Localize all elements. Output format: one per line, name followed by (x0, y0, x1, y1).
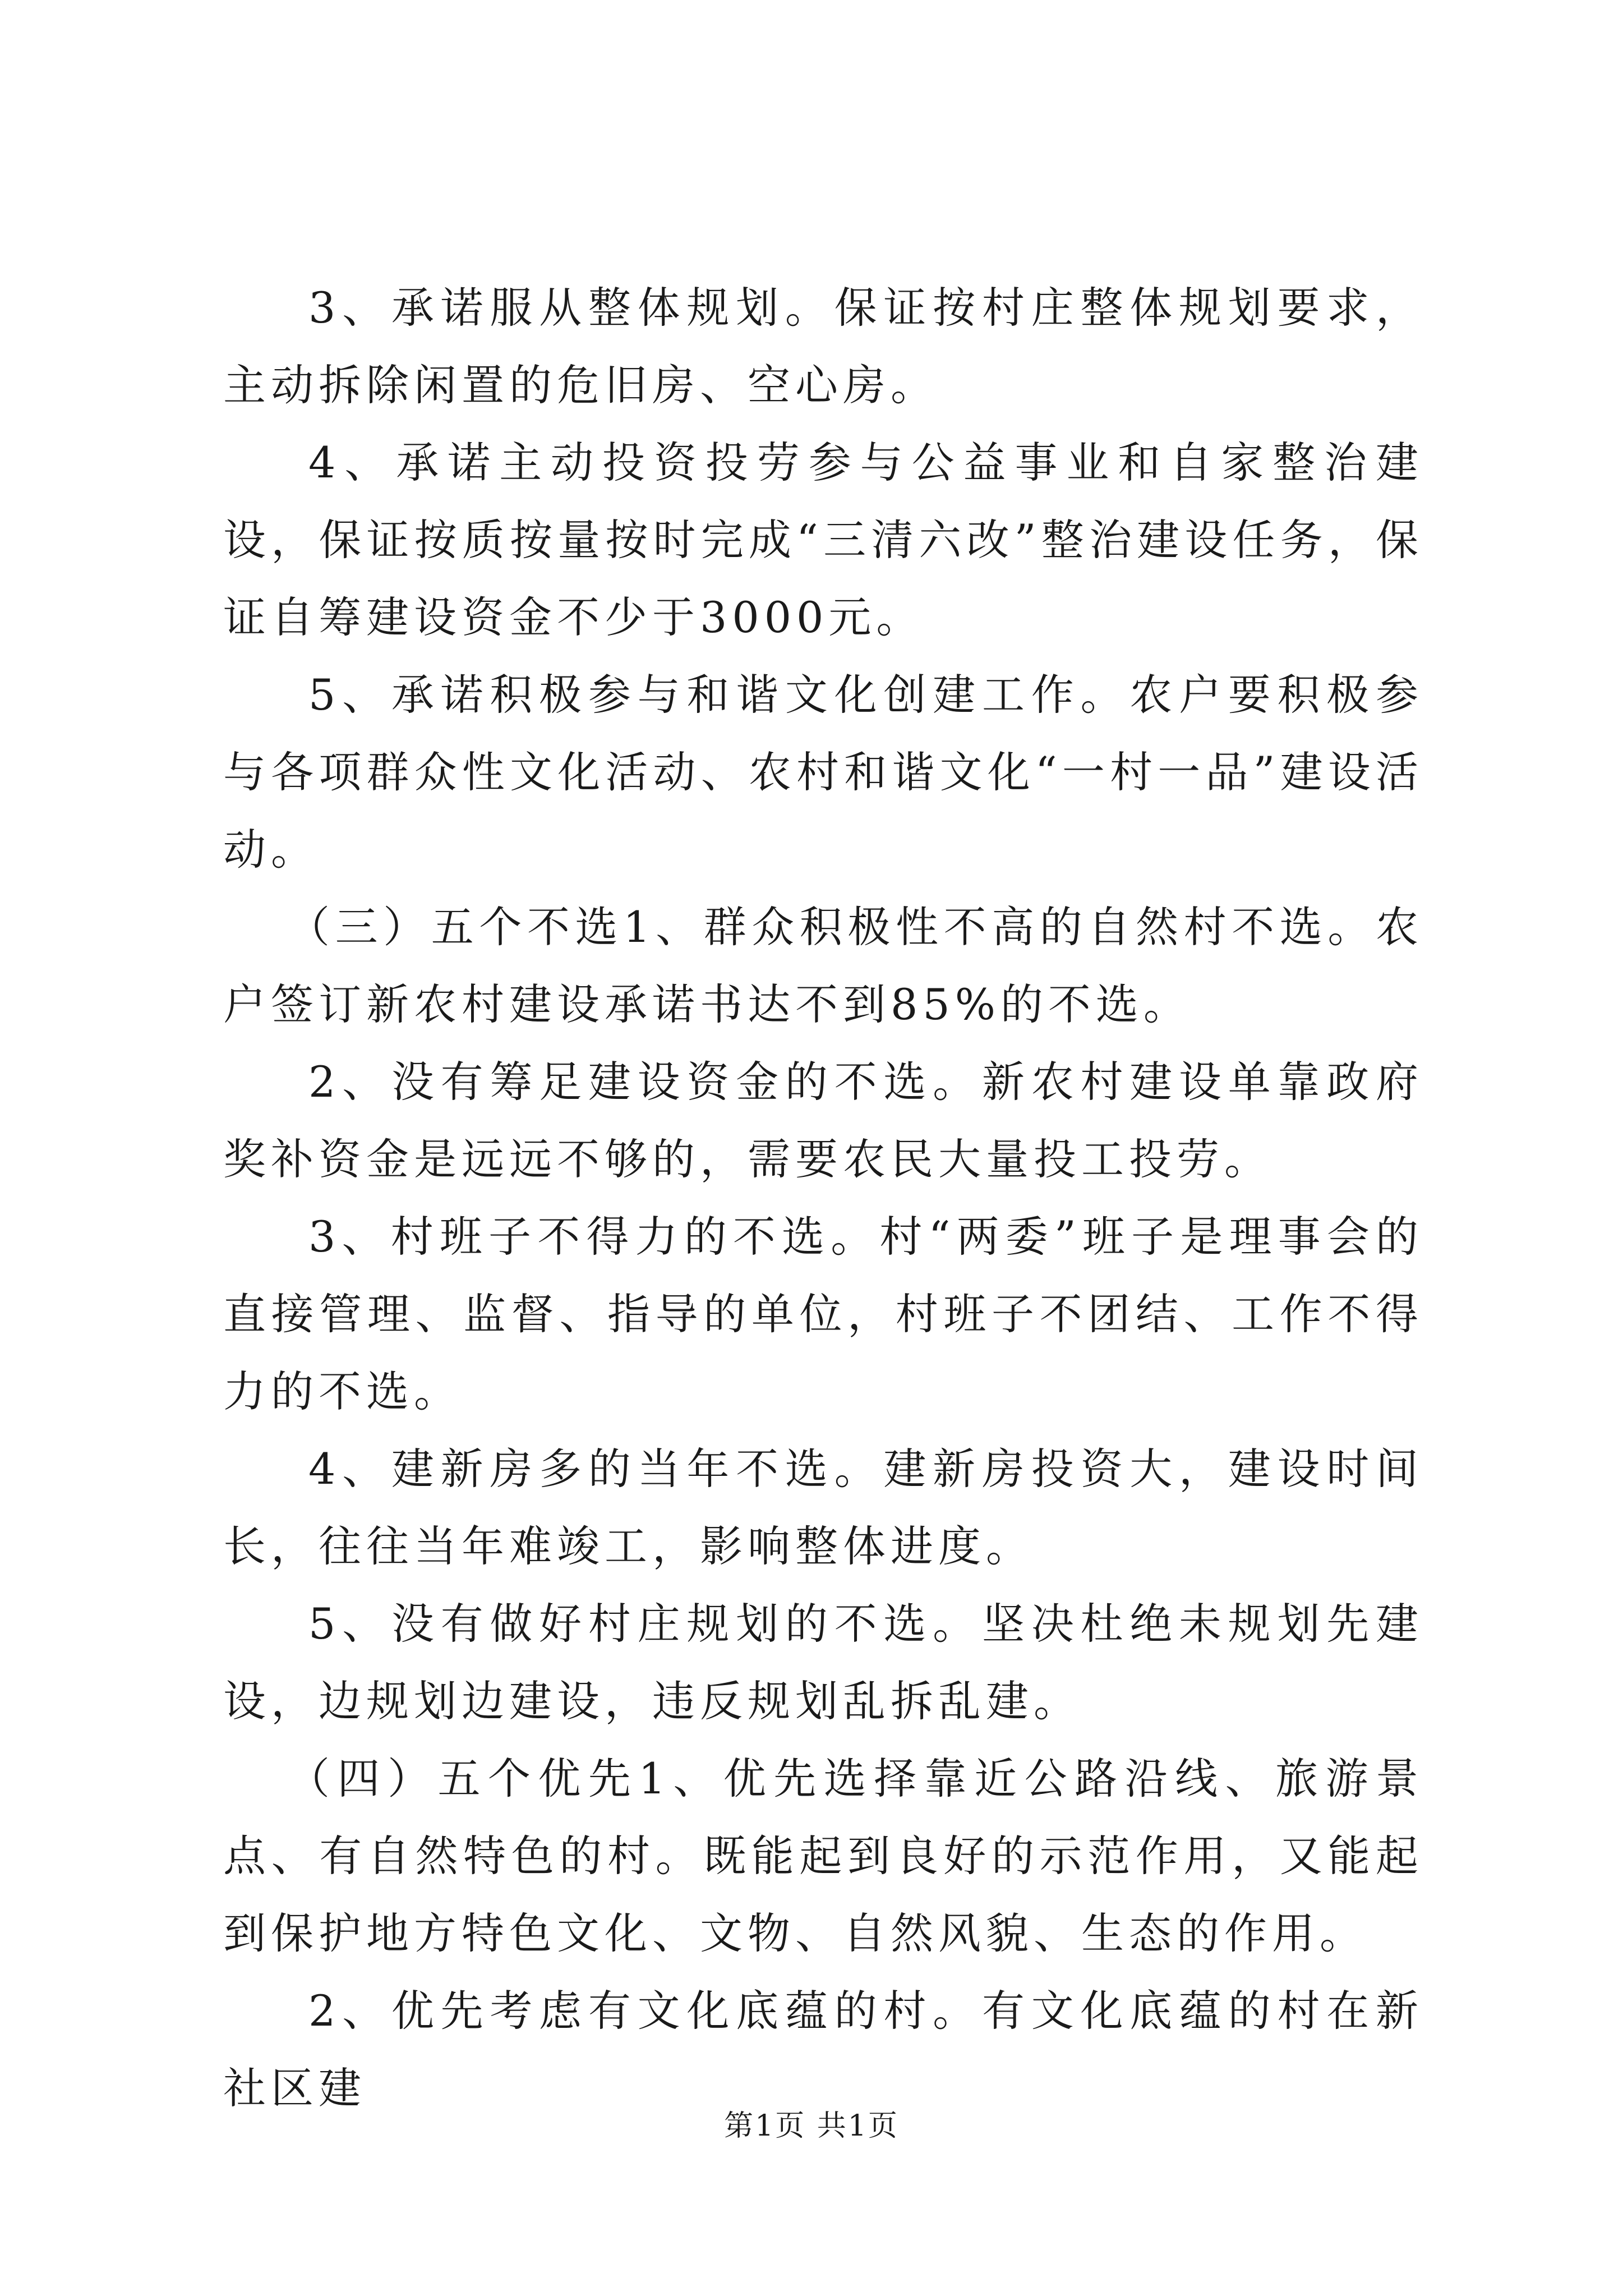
paragraph: 5、承诺积极参与和谐文化创建工作。农户要积极参与各项群众性文化活动、农村和谐文化“一村一品”建设活动。 (223, 670, 1423, 875)
page-number-label: 第1页 共1页 (724, 2109, 899, 2143)
paragraph: 4、承诺主动投资投劳参与公益事业和自家整治建设，保证按质按量按时完成“三清六改”整治建设任务，保证自筹建设资金不少于3000元。 (223, 438, 1423, 642)
paragraph: 4、建新房多的当年不选。建新房投资大，建设时间长，往往当年难竣工，影响整体进度。 (223, 1444, 1423, 1571)
paragraph: 3、承诺服从整体规划。保证按村庄整体规划要求，主动拆除闲置的危旧房、空心房。 (223, 283, 1423, 410)
paragraph: 5、没有做好村庄规划的不选。坚决杜绝未规划先建设，边规划边建设，违反规划乱拆乱建。 (223, 1599, 1423, 1726)
document-body (223, 269, 1423, 2127)
paragraph: 3、村班子不得力的不选。村“两委”班子是理事会的直接管理、监督、指导的单位，村班子不团结、工作不得力的不选。 (223, 1212, 1423, 1416)
paragraph-section-three: （三）五个不选1、群众积极性不高的自然村不选。农户签订新农村建设承诺书达不到85%的不选。 (223, 902, 1423, 1029)
paragraph-section-four: （四）五个优先1、优先选择靠近公路沿线、旅游景点、有自然特色的村。既能起到良好的示范作用，又能起到保护地方特色文化、文物、自然风貌、生态的作用。 (223, 1754, 1423, 1958)
paragraph: 2、优先考虑有文化底蕴的村。有文化底蕴的村在新社区建 (223, 1986, 1423, 2113)
page-footer (0, 2106, 1623, 2146)
paragraph: 2、没有筹足建设资金的不选。新农村建设单靠政府奖补资金是远远不够的，需要农民大量投工投劳。 (223, 1057, 1423, 1184)
